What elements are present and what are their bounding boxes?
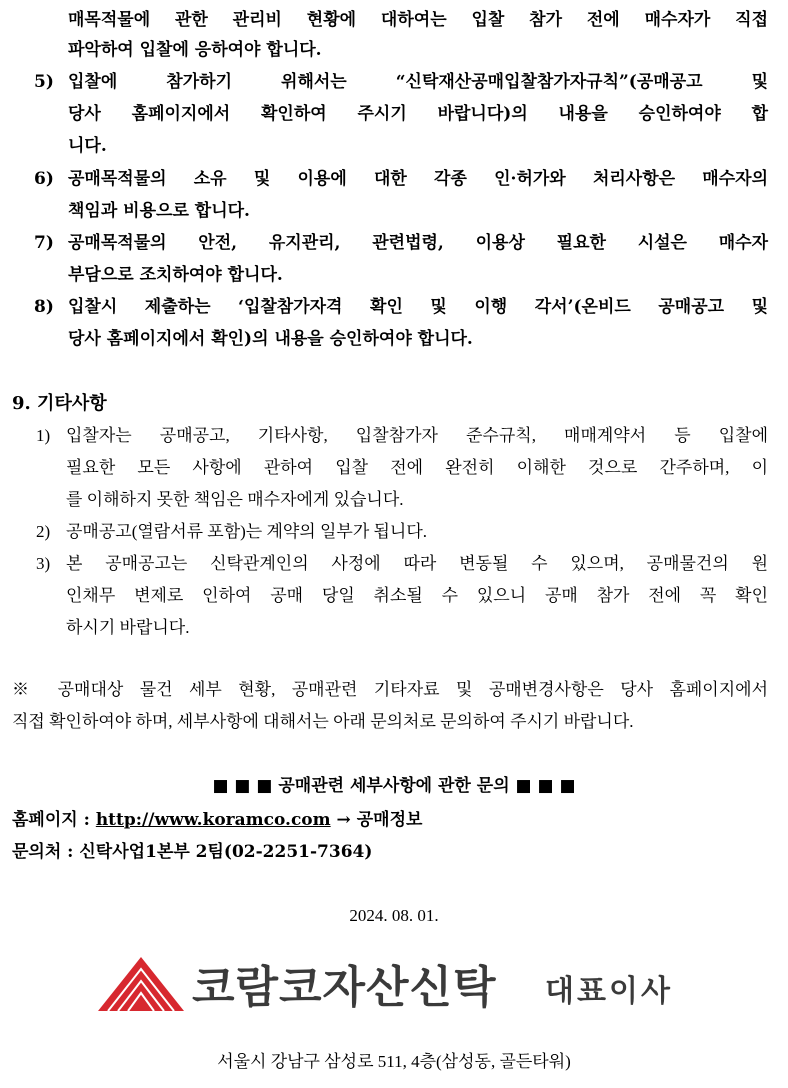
item-number: 8) (34, 297, 54, 317)
section-heading: 9. 기타사항 (12, 393, 107, 414)
item-number: 7) (34, 233, 54, 253)
section8-text-line: 매목적물에 관한 관리비 현황에 대하여는 입찰 참가 전에 매수자가 직접 (68, 10, 768, 30)
item-text-line: 공매공고(열람서류 포함)는 계약의 일부가 됩니다. (66, 522, 428, 541)
homepage-label: 홈페이지 : (12, 810, 96, 830)
item-text-line: 를 이해하지 못한 책임은 매수자에게 있습니다. (66, 490, 404, 509)
homepage-suffix: → 공매정보 (330, 810, 423, 830)
item-text-line: 공매목적물의 소유 및 이용에 대한 각종 인·허가와 처리사항은 매수자의 (68, 169, 768, 189)
item-number: 5) (34, 72, 54, 92)
item-text-line: 입찰에 참가하기 위해서는 “신탁재산공매입찰참가자규칙”(공매공고 및 (68, 72, 768, 92)
item-text-line: 당사 홈페이지에서 확인하여 주시기 바랍니다)의 내용을 승인하여야 합 (68, 104, 768, 124)
item-text-line: 공매목적물의 안전, 유지관리, 관련법령, 이용상 필요한 시설은 매수자 (68, 233, 768, 253)
item-number: 1) (36, 426, 51, 445)
item-text-line: 니다. (68, 136, 107, 156)
contact-heading: ■ ■ ■ 공매관련 세부사항에 관한 문의 ■ ■ ■ (212, 776, 576, 796)
company-address: 서울시 강남구 삼성로 511, 4층(삼성동, 골든타워) (217, 1052, 571, 1071)
item-text-line: 입찰시 제출하는 ‘입찰참가자격 확인 및 이행 각서’(온비드 공매공고 및 (68, 297, 768, 317)
inquiry-line: 문의처 : 신탁사업1본부 2팀(02-2251-7364) (12, 842, 373, 862)
company-logo-icon (96, 955, 186, 1015)
item-text-line: 입찰자는 공매공고, 기타사항, 입찰참가자 준수규칙, 매매계약서 등 입찰에 (66, 426, 768, 445)
company-title: 대표이사 (545, 974, 673, 1009)
homepage-link[interactable]: http://www.koramco.com (95, 810, 331, 830)
notice-line: 직접 확인하여야 하며, 세부사항에 대해서는 아래 문의처로 문의하여 주시기 바랍니다. (12, 712, 634, 731)
document-date: 2024. 08. 01. (349, 906, 439, 925)
item-text-line: 당사 홈페이지에서 확인)의 내용을 승인하여야 합니다. (68, 329, 473, 349)
notice-line: ※ 공매대상 물건 세부 현황, 공매관련 기타자료 및 공매변경사항은 당사 홈페이지에서 (12, 680, 768, 699)
item-text-line: 부담으로 조치하여야 합니다. (68, 265, 283, 285)
item-text-line: 본 공매공고는 신탁관계인의 사정에 따라 변동될 수 있으며, 공매물건의 원 (66, 554, 768, 573)
item-text-line: 책임과 비용으로 합니다. (68, 201, 250, 221)
item-number: 2) (36, 522, 51, 541)
section8-text-line: 파악하여 입찰에 응하여야 합니다. (68, 40, 322, 60)
item-text-line: 인채무 변제로 인하여 공매 당일 취소될 수 있으니 공매 참가 전에 꼭 확인 (66, 586, 768, 605)
item-text-line: 필요한 모든 사항에 관하여 입찰 전에 완전히 이해한 것으로 간주하며, 이 (66, 458, 768, 477)
item-number: 6) (34, 169, 54, 189)
company-name: 코람코자산신탁 (192, 962, 497, 1013)
item-number: 3) (36, 554, 51, 573)
homepage-row (12, 804, 422, 836)
item-text-line: 하시기 바랍니다. (66, 618, 190, 637)
